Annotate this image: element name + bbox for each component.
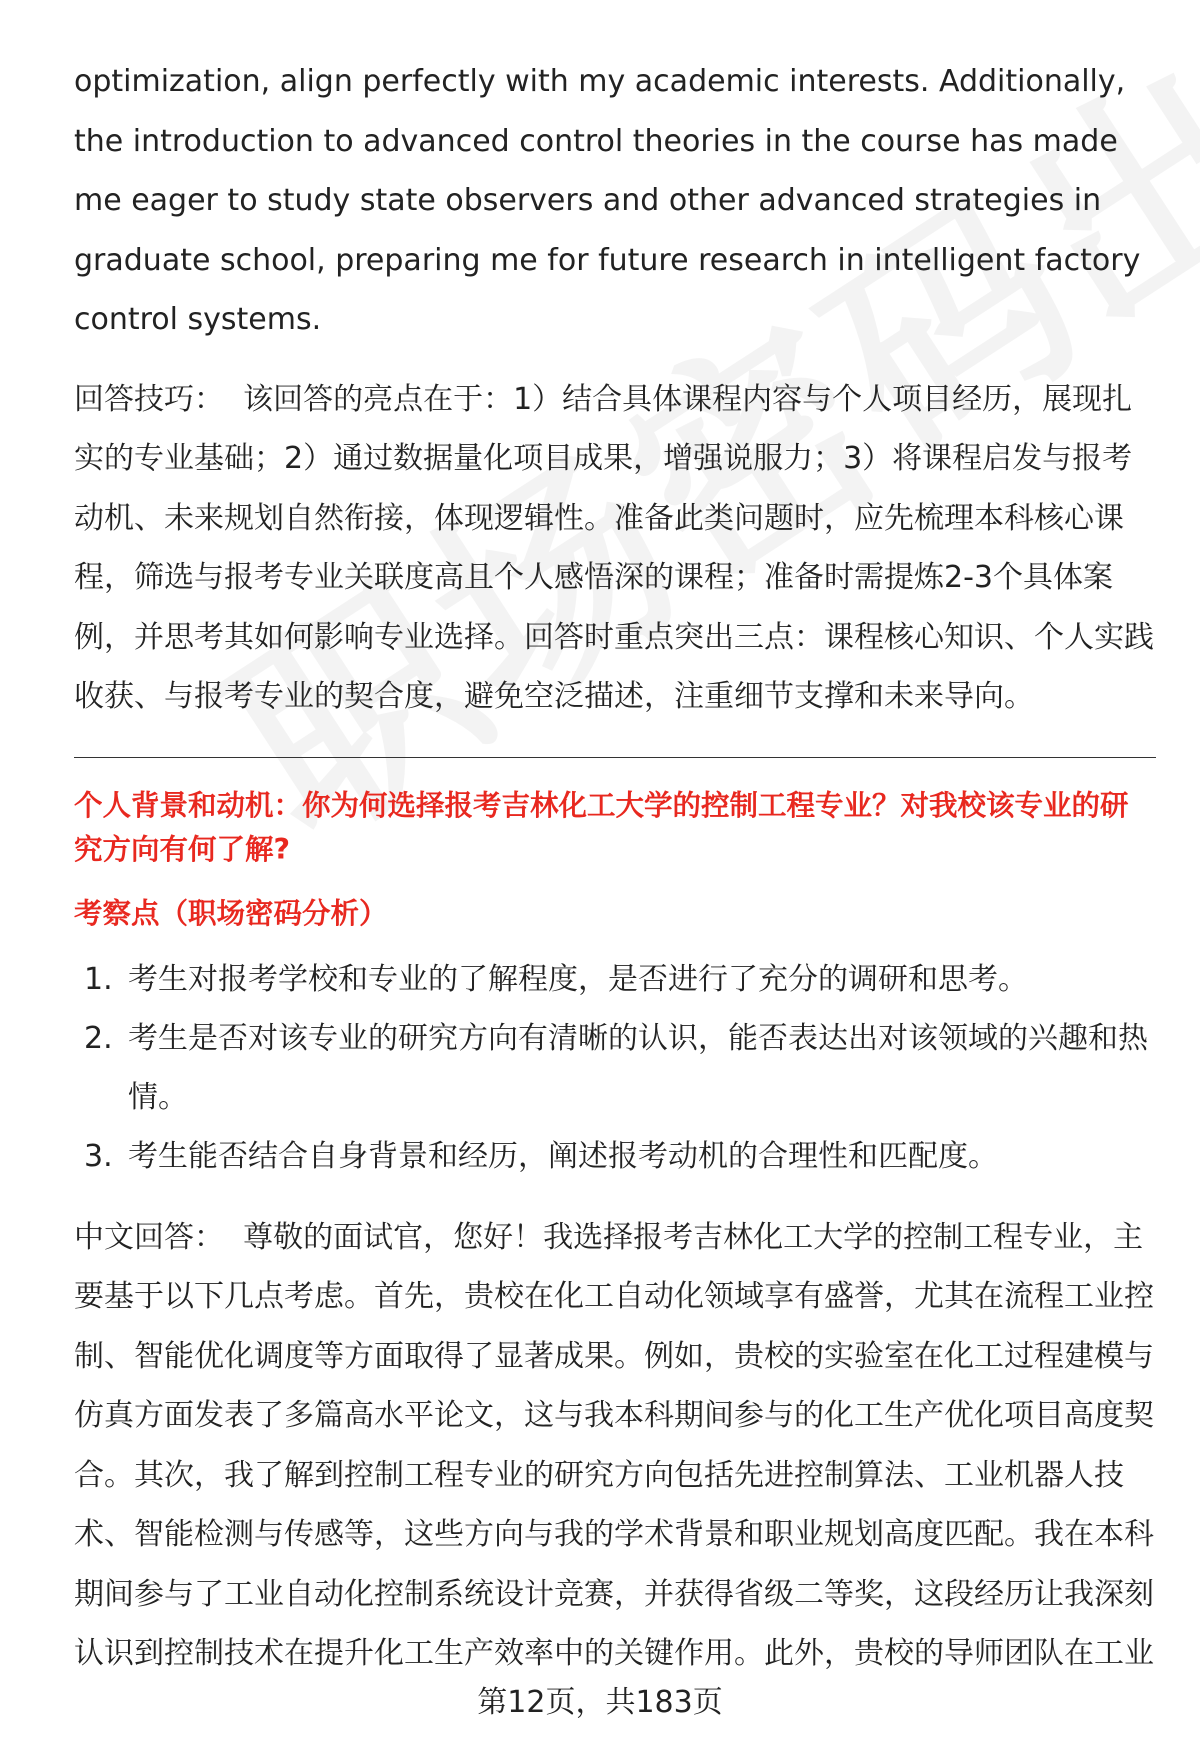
list-item-text: 考生是否对该专业的研究方向有清晰的认识，能否表达出对该领域的兴趣和热情。 [128,1020,1148,1115]
answer-text: 尊敬的面试官，您好！我选择报考吉林化工大学的控制工程专业，主要基于以下几点考虑。首先，贵校在化工自动化领域享有盛誉，尤其在流程工业控制、智能优化调度等方面取得了显著成果。例如，贵校的实验室在化工过程建模与仿真方面发表了多篇高水平论文，这与我本科期间参与的化工生产优化项目高度契合。其次，我了解到控制工程专业的研究方向包括先进控制算法、工业机器人技术、智能检测与传感等，这些方向与我的学术背景和职业规划高度匹配。我在本科期间参与了工业自动化控制系统设计竞赛，并获得省级二等奖，这段经历让我深刻认识到控制技术在提升化工生产效率中的关键作用。此外，贵校的导师团队在工业 [74,1219,1154,1671]
list-item-number: 1. [84,961,113,997]
answer-label: 中文回答： [74,1219,224,1255]
list-item-number: 2. [84,1020,113,1056]
list-item-number: 3. [84,1138,113,1174]
answer-paragraph [74,1208,1156,1684]
list-item-text: 考生对报考学校和专业的了解程度，是否进行了充分的调研和思考。 [128,961,1028,997]
page-number-footer: 第12页，共183页 [477,1685,723,1720]
intro-paragraph: optimization, align perfectly with my academic interests. Additionally, the introduction to advanced control theories in the course has made me eager to study state observers and other advanced strategies in graduate school, preparing me for future research in intelligent factory control systems. [74,64,1141,337]
tips-text: 该回答的亮点在于：1）结合具体课程内容与个人项目经历，展现扎实的专业基础；2）通过数据量化项目成果，增强说服力；3）将课程启发与报考动机、未来规划自然衔接，体现逻辑性。准备此类问题时，应先梳理本科核心课程，筛选与报考专业关联度高且个人感悟深的课程；准备时需提炼2-3个具体案例，并思考其如何影响专业选择。回答时重点突出三点：课程核心知识、个人实践收获、与报考专业的契合度，避免空泛描述，注重细节支撑和未来导向。 [74,381,1154,714]
question-heading: 个人背景和动机：你为何选择报考吉林化工大学的控制工程专业？对我校该专业的研究方向有何了解? [74,788,1129,866]
list-item [74,1009,1156,1127]
list-item-text: 考生能否结合自身背景和经历，阐述报考动机的合理性和匹配度。 [128,1138,998,1174]
tips-paragraph [74,370,1156,727]
list-item [74,1127,1156,1186]
page-content [74,52,1156,1684]
assessment-list [74,950,1156,1186]
tips-label: 回答技巧： [74,381,224,417]
list-item [74,950,1156,1009]
section-divider [74,757,1156,758]
assessment-heading: 考察点（职场密码分析） [74,896,388,930]
